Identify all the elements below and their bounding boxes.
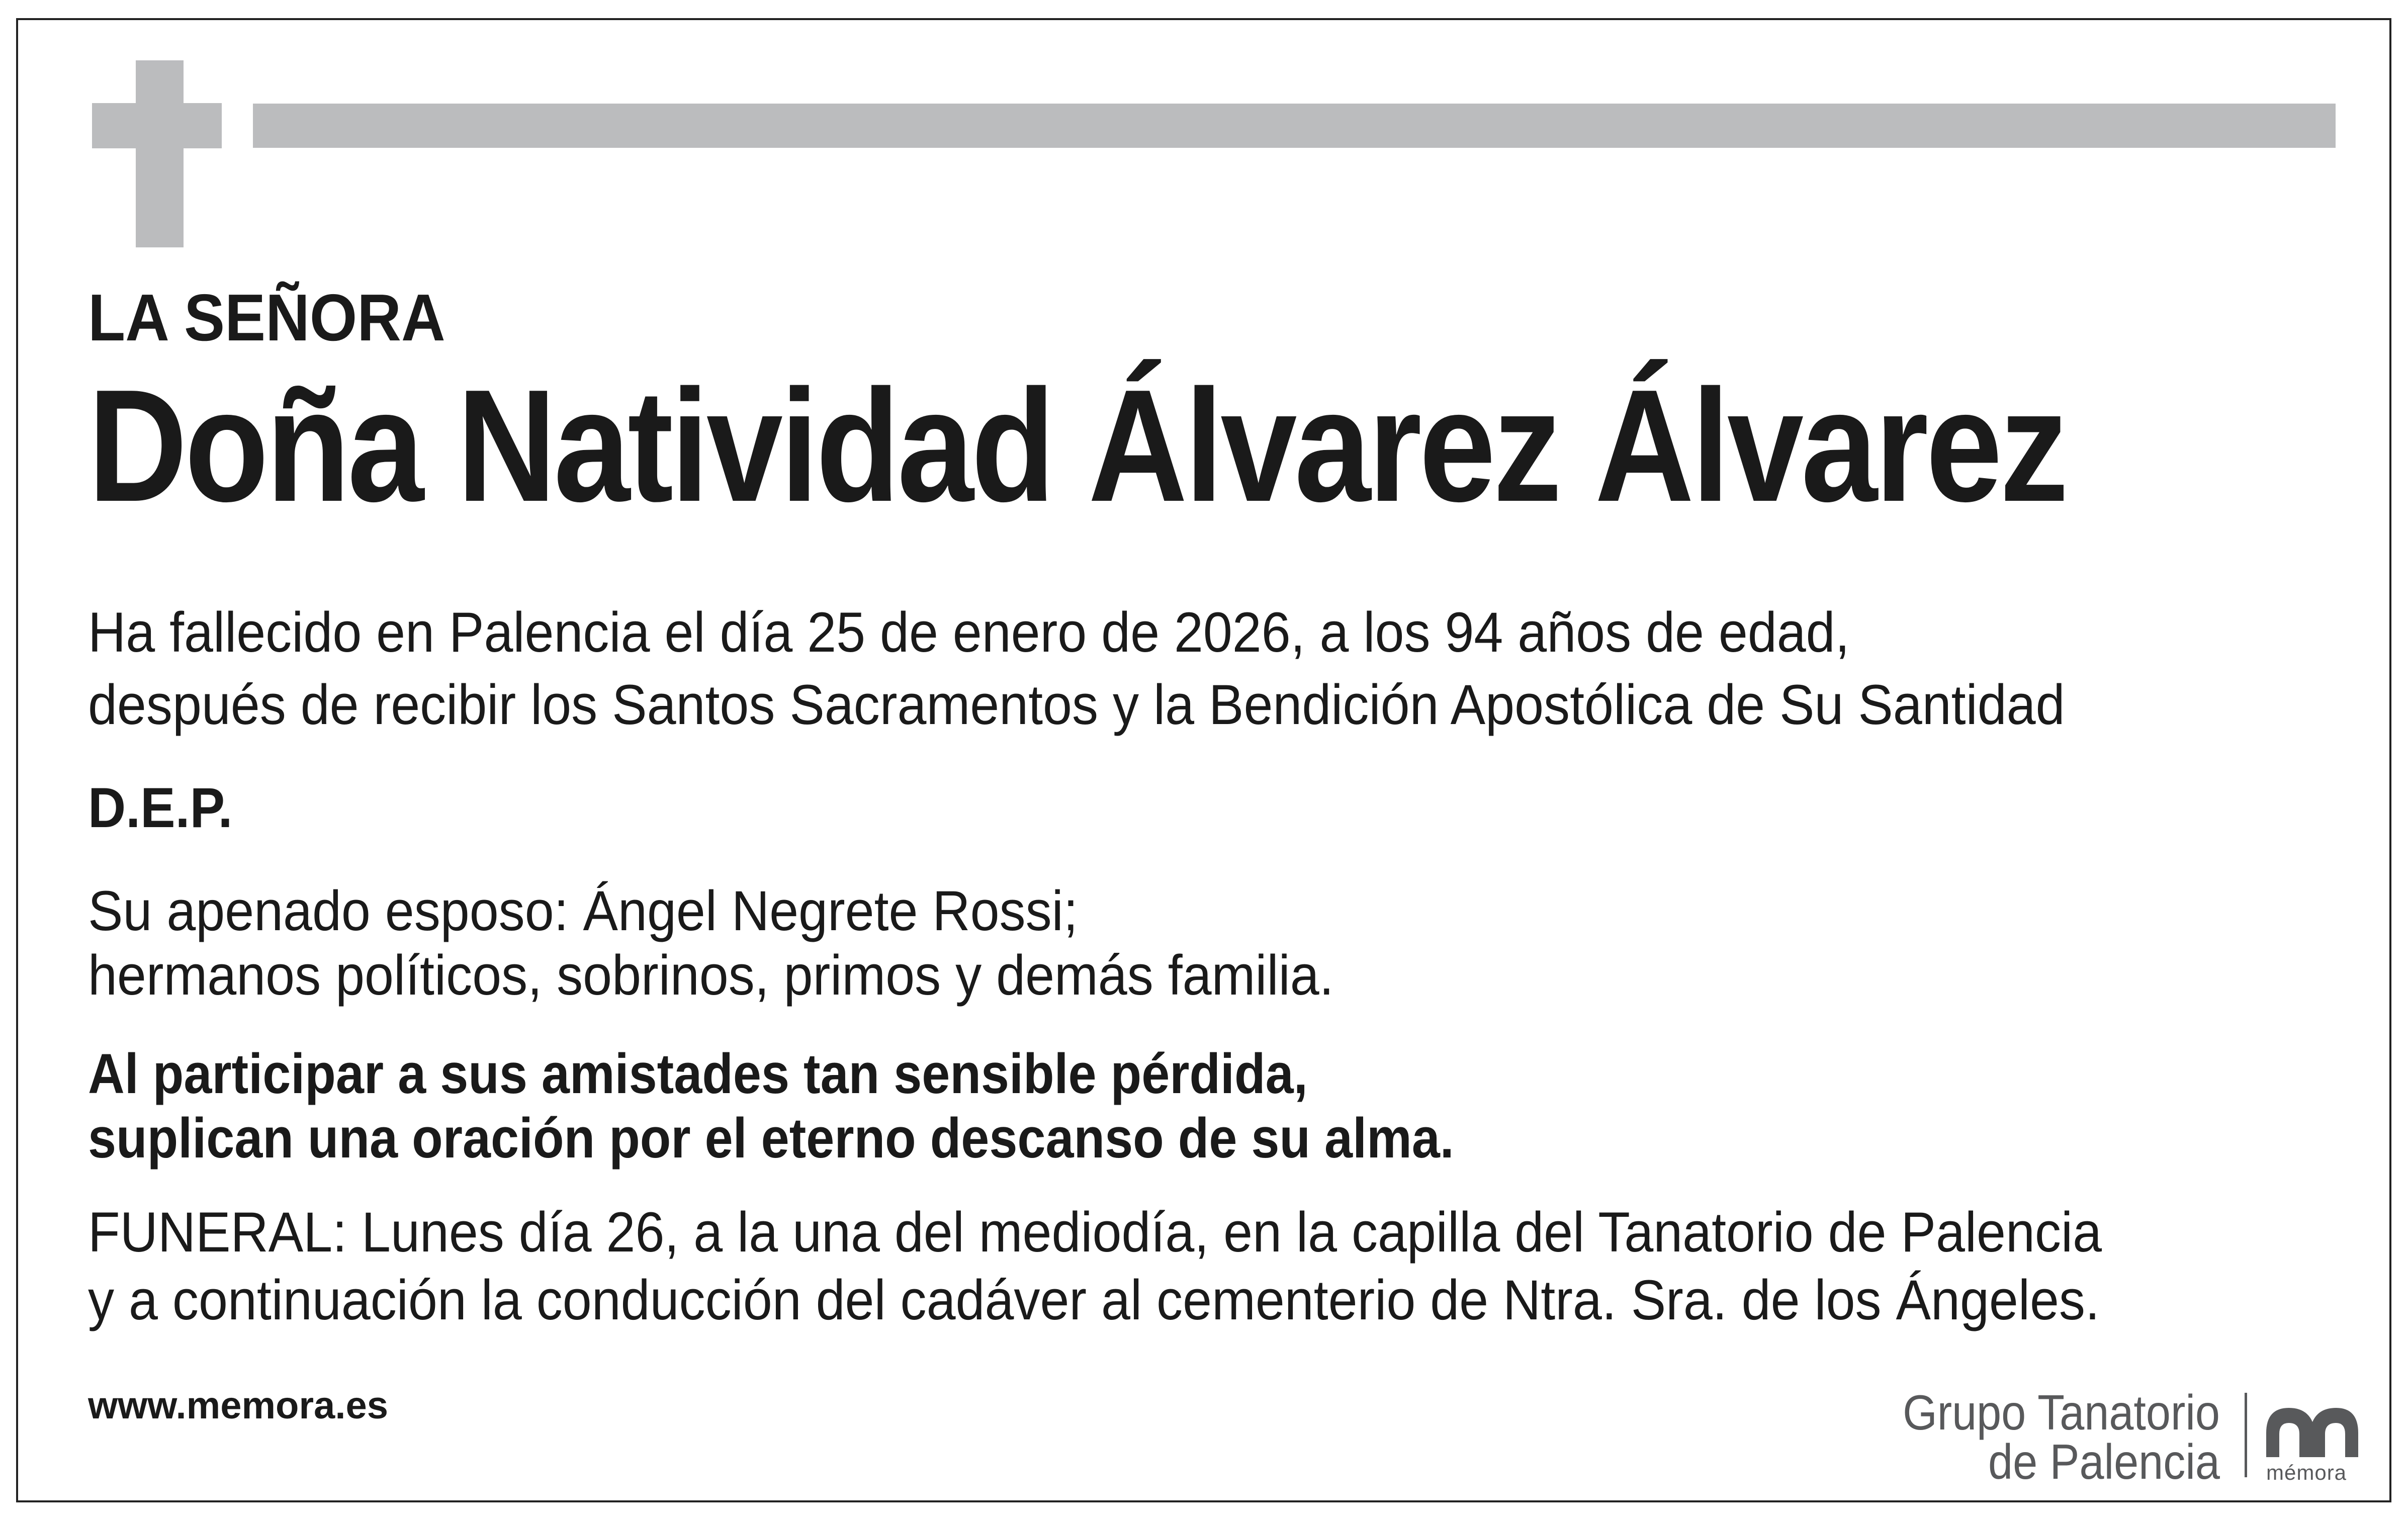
website-link[interactable]: www.memora.es xyxy=(88,1384,388,1427)
logo-divider xyxy=(2245,1393,2247,1477)
family-line-2: hermanos políticos, sobrinos, primos y demás familia. xyxy=(88,944,1334,1007)
funeral-line-2: y a continuación la conducción del cadáver al cementerio de Ntra. Sra. de los Ángeles. xyxy=(88,1269,2100,1331)
announcement-line-2: después de recibir los Santos Sacramentos y la Bendición Apostólica de Su Santidad xyxy=(88,673,2065,736)
family-line-1: Su apenado esposo: Ángel Negrete Rossi; xyxy=(88,879,1078,942)
funeral-home-name xyxy=(1903,1385,2220,1489)
request-line-1: Al participar a sus amistades tan sensible pérdida, xyxy=(88,1042,1308,1105)
announcement-line-1: Ha fallecido en Palencia el día 25 de enero de 2026, a los 94 años de edad, xyxy=(88,601,1850,664)
funeral-home-line-2: de Palencia xyxy=(1988,1434,2220,1489)
deceased-name: Doña Natividad Álvarez Álvarez xyxy=(88,356,2066,535)
funeral-line-1: FUNERAL: Lunes día 26, a la una del mediodía, en la capilla del Tanatorio de Palencia xyxy=(88,1201,2102,1264)
memora-logo-icon xyxy=(2266,1408,2358,1457)
request-line-2: suplican una oración por el eterno descanso de su alma. xyxy=(88,1107,1454,1170)
funeral-home-line-1: Grupo Tanatorio xyxy=(1903,1385,2220,1440)
header-bar xyxy=(253,104,2336,148)
heading: LA SEÑORA xyxy=(88,281,445,354)
brand-name: mémora xyxy=(2266,1461,2347,1484)
dep-text: D.E.P. xyxy=(88,776,233,839)
